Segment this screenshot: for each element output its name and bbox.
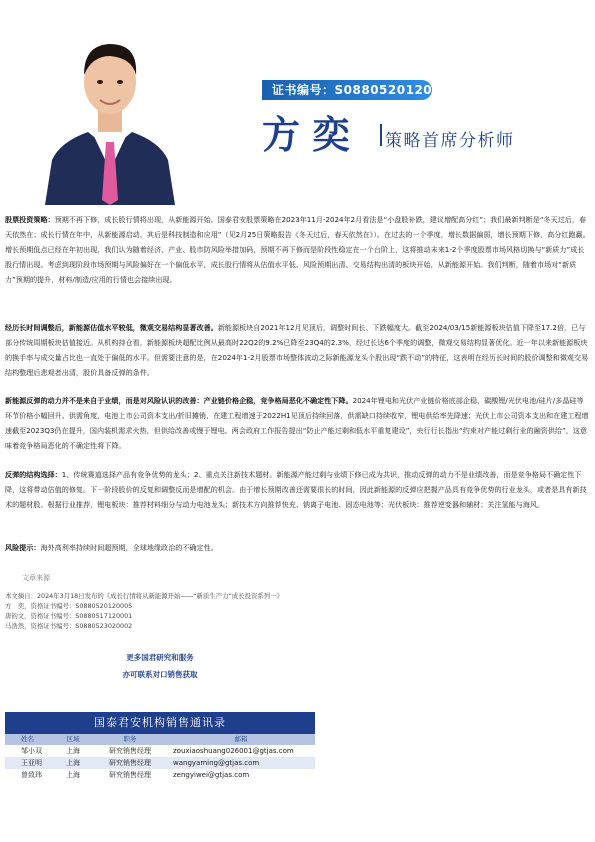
cell-email[interactable]: zouxiaoshuang026001@gtjas.com [173, 747, 294, 755]
cell-position: 研究销售经理 [109, 759, 151, 767]
header-email: 邮箱 [234, 735, 248, 743]
paragraph-strategy-lead: 股票投资策略： [5, 215, 55, 224]
cell-region: 上海 [66, 747, 80, 755]
header-name: 姓名 [21, 735, 34, 743]
table-row [5, 745, 315, 757]
analyst-title: 策略首席分析师 [385, 131, 515, 151]
cell-position: 研究销售经理 [109, 747, 151, 755]
title-divider [380, 124, 382, 146]
paragraph-rebound-driver-lead: 新能源反弹的动力并不是来自于业绩，而是对风险认识的改善：产业链价格企稳，竞争格局恶化不确定性下降。 [5, 396, 353, 405]
paragraph-strategy [5, 212, 590, 287]
paragraph-risk-text: 海外高利率持续时间超预期，全球地缘政治的不确定性。 [40, 543, 218, 552]
table-row [5, 757, 315, 769]
source-author-1: 方 奕，资格证书编号：S0880520120005 [5, 602, 133, 610]
analyst-banner [0, 0, 595, 205]
cell-name: 王亚明 [21, 759, 42, 767]
cell-position: 研究销售经理 [109, 771, 151, 779]
analyst-name: 方奕 [262, 112, 363, 157]
source-author-2: 唐钧文，资格证书编号：S0880517120001 [5, 612, 133, 620]
paragraph-valuation-lead: 经历长时间调整后，新能源估值水平较低，微观交易结构显著改善。 [5, 323, 218, 332]
table-header [5, 734, 315, 745]
cell-email[interactable]: zengyiwei@gtjas.com [173, 771, 250, 779]
analyst-portrait [40, 20, 180, 205]
source-citation: 本文摘自：2024年3月18日发布的《成长行情将从新能源开始——“新质生产力”成长投资系列一》 [5, 592, 283, 600]
cell-name: 曾致玮 [21, 771, 42, 779]
source-author-3: 马浩然，资格证书编号：S0880523020002 [5, 622, 133, 630]
paragraph-structure-text: 1、传统赛道选择产品有竞争优势的龙头；2、重点关注新技术题材。新能源产能过剩与业绩下修已成为共识，推动反弹的动力不是业绩改善，而是竞争格局不确定性下降，这将带动估值的修复。下一阶段股价的反复和调整反而是增配的机会。由于增长预期改善还需要很长的时间，因此新能源的反弹应把握产品具有竞争优势的行业龙头，或者是具有新技术的题材股。根据行业推荐，锂电板块：推荐材料细分与动力电池龙头；新技术方向推荐快充、钠离子电池、固态电池等；光伏板块：推荐逆变器和辅材；关注氢能与海风。 [5, 470, 587, 509]
header-position: 职务 [123, 735, 137, 743]
cell-region: 上海 [66, 771, 80, 779]
table-row [5, 769, 315, 781]
paragraph-risk [5, 540, 590, 555]
paragraph-valuation-text: 新能源板块自2021年12月见顶后，调整时间长、下跌幅度大。截至2024/03/15新能源板块估值下降至17.2倍，已与部分传统周期板块估值接近。从机构持仓看，新能源板块超配比例从最高时22Q2的9.2%已降至23Q4的2.3%，经过长达6个季度的调整，微观交易结构显著优化。近一年以来新能源板块的换手率与成交量占比也一直处于偏低的水平。但需要注意的是，在2024年1-2月股票市场整体波动之际新能源龙头个股出现“跌不动”的特征，这表明在经历长时间的股价调整和微观交易结构整理后悲观者出清，股价具备反弹的条件。 [5, 323, 589, 377]
paragraph-rebound-driver-text: 2024年锂电和光伏产业链价格底部企稳，碳酸锂/光伏电池/硅片/多晶硅等环节价格小幅回升。供需角度，电池上市公司资本支出/折旧摊销、在建工程增速于2022H1见顶后持续回落，供需缺口持续收窄，锂电供给率先降速；光伏上市公司资本支出和在建工程增速截至2023Q3仍在提升，国内装机需求火热，但供给改善或慢于锂电。两会政府工作报告提出“防止产能过剩和低水平重复建设”，央行行长指出“约束对产能过剩行业的融资供给”，这意味着竞争格局恶化的不确定性将下降。 [5, 396, 589, 450]
cell-email[interactable]: wangyaming@gtjas.com [173, 759, 260, 767]
paragraph-structure [5, 467, 590, 512]
header-region: 区域 [66, 735, 80, 743]
cell-name: 邹小双 [21, 747, 42, 755]
cell-region: 上海 [66, 759, 80, 767]
promo-line-2: 亦可联系对口销售获取 [122, 670, 198, 679]
certificate-number: 证书编号：S0880520120005 [272, 83, 459, 97]
table-title: 国泰君安机构销售通讯录 [5, 712, 315, 734]
promo-line-1: 更多国君研究和服务 [126, 653, 194, 662]
paragraph-strategy-text: 预期不再下修，成长股行情将出现，从新能源开始。国泰君安股票策略在2023年11月-2024年2月看法是“小盘股补跌，建议增配高分红”；我们最新判断是“冬天过后，春天依然在；成长行情在年中，从新能源启动，其后是科技制造和应用”（见2月25日策略报告《冬天过后，春天依然在》）。在过去的一个季度，增长数据偏弱，增长预期下修，高分红跑赢。增长预期低点已经在年初出现，我们认为随着经济、产业、股市防风险举措加码，预期不再下修而是阶段性稳定在一个台阶上，这将推动未来1-2个季度股票市场风格切换与“新质力”成长股行情出现。考虑到现阶段市场预期与风险偏好在一个偏低水平，成长股行情将从估值水平低、风险预期出清、交易结构出清的板块开始，从新能源开始。我们判断，随着市场对“新质力”预期的提升，材料/制造/应用的行情也会接续出现。 [5, 215, 590, 284]
paragraph-risk-lead: 风险提示： [5, 543, 41, 552]
paragraph-structure-lead: 反弹的结构选择： [5, 470, 62, 479]
sales-contact-table [5, 712, 315, 781]
paragraph-rebound-driver [5, 393, 590, 453]
source-label: 文章来源 [22, 574, 50, 582]
paragraph-valuation [5, 320, 590, 380]
